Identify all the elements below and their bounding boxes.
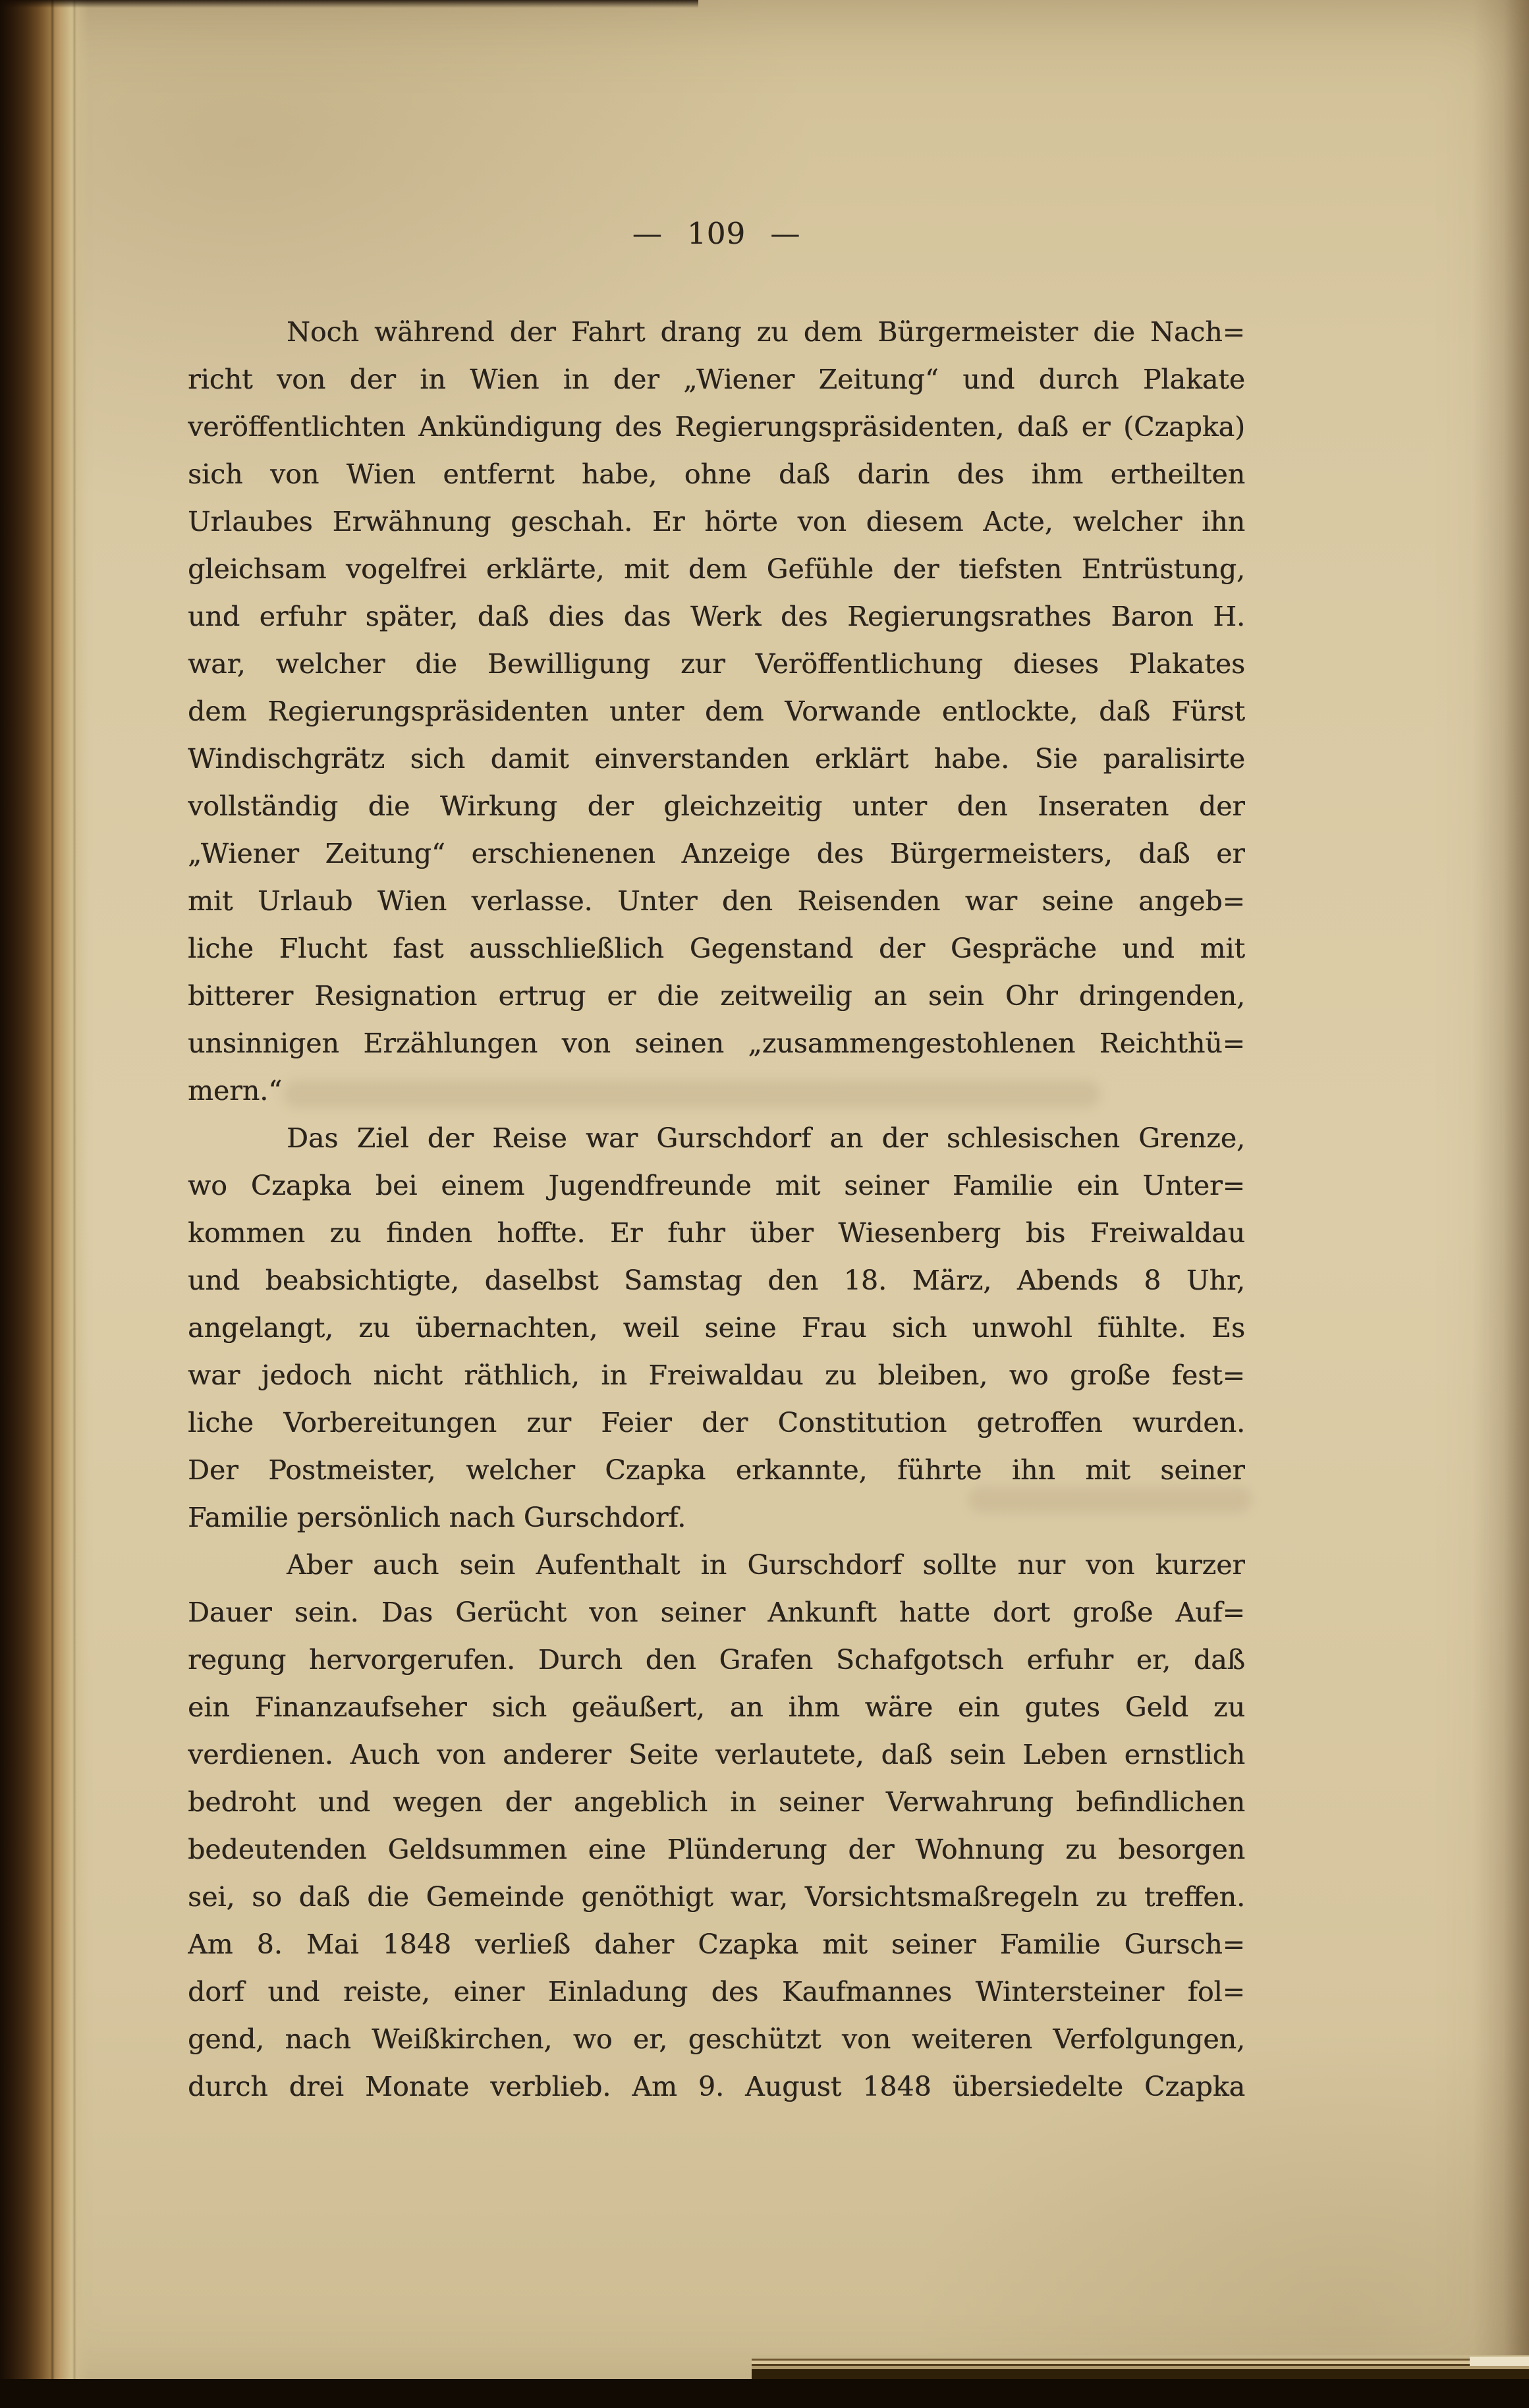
paragraph xyxy=(188,308,1245,1114)
page-number: — 109 — xyxy=(632,216,801,251)
text-line: mern.“ xyxy=(188,1075,283,1107)
text-line: Das Ziel der Reise war Gurschdorf an der schlesischen Grenze, xyxy=(287,1122,1245,1154)
text-line: regung hervorgerufen. Durch den Grafen Schafgotsch erfuhr er, daß xyxy=(188,1644,1245,1676)
text-line: sei, so daß die Gemeinde genöthigt war, Vorsichtsmaßregeln zu treffen. xyxy=(188,1881,1245,1913)
text-line: ein Finanzaufseher sich geäußert, an ihm wäre ein gutes Geld zu xyxy=(188,1691,1245,1723)
text-line: bedroht und wegen der angeblich in seiner Verwahrung befindlichen xyxy=(188,1786,1245,1818)
text-line: Familie persönlich nach Gurschdorf. xyxy=(188,1502,686,1533)
text-line: Urlaubes Erwähnung geschah. Er hörte von diesem Acte, welcher ihn xyxy=(188,506,1245,537)
text-line: war, welcher die Bewilligung zur Veröffentlichung dieses Plakates xyxy=(188,648,1245,680)
text-line: und beabsichtigte, daselbst Samstag den 18. März, Abends 8 Uhr, xyxy=(188,1265,1245,1296)
text-line: Am 8. Mai 1848 verließ daher Czapka mit seiner Familie Gursch= xyxy=(188,1929,1245,1960)
text-line: unsinnigen Erzählungen von seinen „zusammengestohlenen Reichthü= xyxy=(188,1027,1245,1059)
text-line: Aber auch sein Aufenthalt in Gurschdorf sollte nur von kurzer xyxy=(287,1549,1245,1581)
table-edge xyxy=(0,2379,1529,2408)
text-line: liche Flucht fast ausschließlich Gegenstand der Gespräche und mit xyxy=(188,933,1245,964)
text-line: war jedoch nicht räthlich, in Freiwaldau zu bleiben, wo große fest= xyxy=(188,1359,1245,1391)
binding-edge xyxy=(0,0,89,2408)
text-line: kommen zu finden hoffte. Er fuhr über Wiesenberg bis Freiwaldau xyxy=(188,1217,1245,1249)
text-line: bedeutenden Geldsummen eine Plünderung der Wohnung zu besorgen xyxy=(188,1834,1245,1865)
gutter-crease-2 xyxy=(74,0,75,2408)
text-line: bitterer Resignation ertrug er die zeitweilig an sein Ohr dringenden, xyxy=(188,980,1245,1012)
text-line: gleichsam vogelfrei erklärte, mit dem Gefühle der tiefsten Entrüstung, xyxy=(188,553,1245,585)
text-line: „Wiener Zeitung“ erschienenen Anzeige des Bürgermeisters, daß er xyxy=(188,838,1245,869)
text-line: dem Regierungspräsidenten unter dem Vorwande entlockte, daß Fürst xyxy=(188,696,1245,727)
text-line: wo Czapka bei einem Jugendfreunde mit seiner Familie ein Unter= xyxy=(188,1170,1245,1201)
text-line: dorf und reiste, einer Einladung des Kaufmannes Wintersteiner fol= xyxy=(188,1976,1245,2008)
text-line: vollständig die Wirkung der gleichzeitig unter den Inseraten der xyxy=(188,790,1245,822)
page-stack-edge xyxy=(752,2355,1529,2379)
text-line: mit Urlaub Wien verlasse. Unter den Reisenden war seine angeb= xyxy=(188,885,1245,917)
text-line: verdienen. Auch von anderer Seite verlautete, daß sein Leben ernstlich xyxy=(188,1739,1245,1770)
paragraph xyxy=(188,1114,1245,1541)
text-line: Windischgrätz sich damit einverstanden erklärt habe. Sie paralisirte xyxy=(188,743,1245,775)
text-line: veröffentlichten Ankündigung des Regierungspräsidenten, daß er (Czapka) xyxy=(188,411,1245,443)
text-line: Der Postmeister, welcher Czapka erkannte, führte ihn mit seiner xyxy=(188,1454,1245,1486)
text-line: richt von der in Wien in der „Wiener Zeitung“ und durch Plakate xyxy=(188,364,1245,395)
text-line: gend, nach Weißkirchen, wo er, geschützt von weiteren Verfolgungen, xyxy=(188,2023,1245,2055)
paragraph xyxy=(188,1541,1245,2110)
page-right-shadow xyxy=(1473,0,1529,2408)
text-line: und erfuhr später, daß dies das Werk des Regierungsrathes Baron H. xyxy=(188,601,1245,632)
page-edge-highlight xyxy=(1470,2357,1529,2366)
text-line: angelangt, zu übernachten, weil seine Frau sich unwohl fühlte. Es xyxy=(188,1312,1245,1344)
text-line: liche Vorbereitungen zur Feier der Constitution getroffen wurden. xyxy=(188,1407,1245,1438)
text-line: durch drei Monate verblieb. Am 9. August 1848 übersiedelte Czapka xyxy=(188,2071,1245,2102)
text-line: Noch während der Fahrt drang zu dem Bürgermeister die Nach= xyxy=(287,316,1245,348)
text-line: Dauer sein. Das Gerücht von seiner Ankunft hatte dort große Auf= xyxy=(188,1597,1245,1628)
book-top-edge xyxy=(0,0,698,8)
text-line: sich von Wien entfernt habe, ohne daß darin des ihm ertheilten xyxy=(188,458,1245,490)
text-block xyxy=(188,308,1245,2110)
gutter-crease xyxy=(51,0,53,2408)
